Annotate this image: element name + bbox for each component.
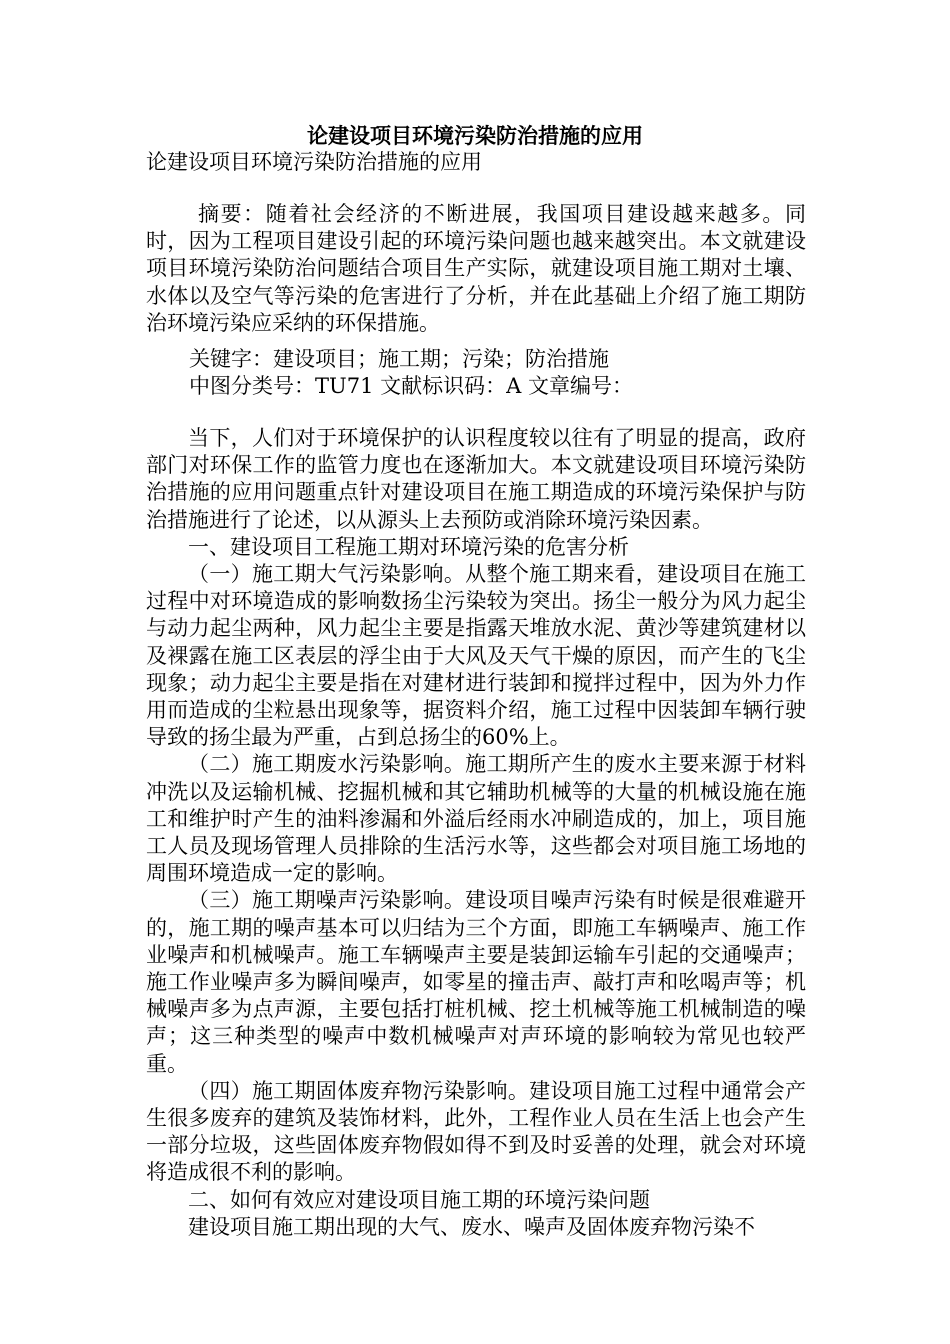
body-text xyxy=(146,425,806,1241)
body-paragraph: （二）施工期废水污染影响。施工期所产生的废水主要来源于材料冲洗以及运输机械、挖掘机械和其它辅助机械等的大量的机械设施在施工和维护时产生的油料渗漏和外溢后经雨水冲刷造成的，加上，项目施工人员及现场管理人员排除的生活污水等，这些都会对项目施工场地的周围环境造成一定的影响。 xyxy=(146,752,806,886)
keywords-line: 关键字：建设项目；施工期；污染；防治措施 xyxy=(189,347,609,371)
keywords-section xyxy=(189,346,809,400)
body-paragraph: 建设项目施工期出现的大气、废水、噪声及固体废弃物污染不 xyxy=(188,1214,755,1239)
body-paragraph: （四）施工期固体废弃物污染影响。建设项目施工过程中通常会产生很多废弃的建筑及装饰材料，此外，工程作业人员在生活上也会产生一部分垃圾，这些固体废弃物假如得不到及时妥善的处理，就会对环境将造成很不利的影响。 xyxy=(146,1078,806,1185)
intro-paragraph: 当下，人们对于环境保护的认识程度较以往有了明显的提高，政府部门对环保工作的监管力度也在逐渐加大。本文就建设项目环境污染防治措施的应用问题重点针对建设项目在施工期造成的环境污染保护与防治措施进行了论述，以从源头上去预防或消除环境污染因素。 xyxy=(146,426,806,532)
document-subtitle: 论建设项目环境污染防治措施的应用 xyxy=(146,150,482,174)
section-heading-2: 二、如何有效应对建设项目施工期的环境污染问题 xyxy=(188,1187,650,1212)
section-heading-1: 一、建设项目工程施工期对环境污染的危害分析 xyxy=(188,534,629,559)
body-paragraph: （一）施工期大气污染影响。从整个施工期来看，建设项目在施工过程中对环境造成的影响数扬尘污染较为突出。扬尘一般分为风力起尘与动力起尘两种，风力起尘主要是指露天堆放水泥、黄沙等建筑建材以及裸露在施工区表层的浮尘由于大风及天气干燥的原因，而产生的飞尘现象；动力起尘主要是指在对建材进行装卸和搅拌过程中，因为外力作用而造成的尘粒悬出现象等，据资料介绍，施工过程中因装卸车辆行驶导致的扬尘最为严重，占到总扬尘的60%上。 xyxy=(146,562,806,750)
document-title: 论建设项目环境污染防治措施的应用 xyxy=(307,123,643,148)
classification-line: 中图分类号：TU71 文献标识码：A 文章编号： xyxy=(189,374,633,398)
body-paragraph: （三）施工期噪声污染影响。建设项目噪声污染有时候是很难避开的，施工期的噪声基本可以归结为三个方面，即施工车辆噪声、施工作业噪声和机械噪声。施工车辆噪声主要是装卸运输车引起的交通噪声；施工作业噪声多为瞬间噪声，如零星的撞击声、敲打声和吆喝声等；机械噪声多为点声源，主要包括打桩机械、挖土机械等施工机械制造的噪声；这三种类型的噪声中数机械噪声对声环境的影响较为常见也较严重。 xyxy=(146,888,806,1076)
abstract-paragraph: 摘要：随着社会经济的不断进展，我国项目建设越来越多。同时，因为工程项目建设引起的环境污染问题也越来越突出。本文就建设项目环境污染防治问题结合项目生产实际，就建设项目施工期对土壤、水体以及空气等污染的危害进行了分析，并在此基础上介绍了施工期防治环境污染应采纳的环保措施。 xyxy=(146,202,806,335)
